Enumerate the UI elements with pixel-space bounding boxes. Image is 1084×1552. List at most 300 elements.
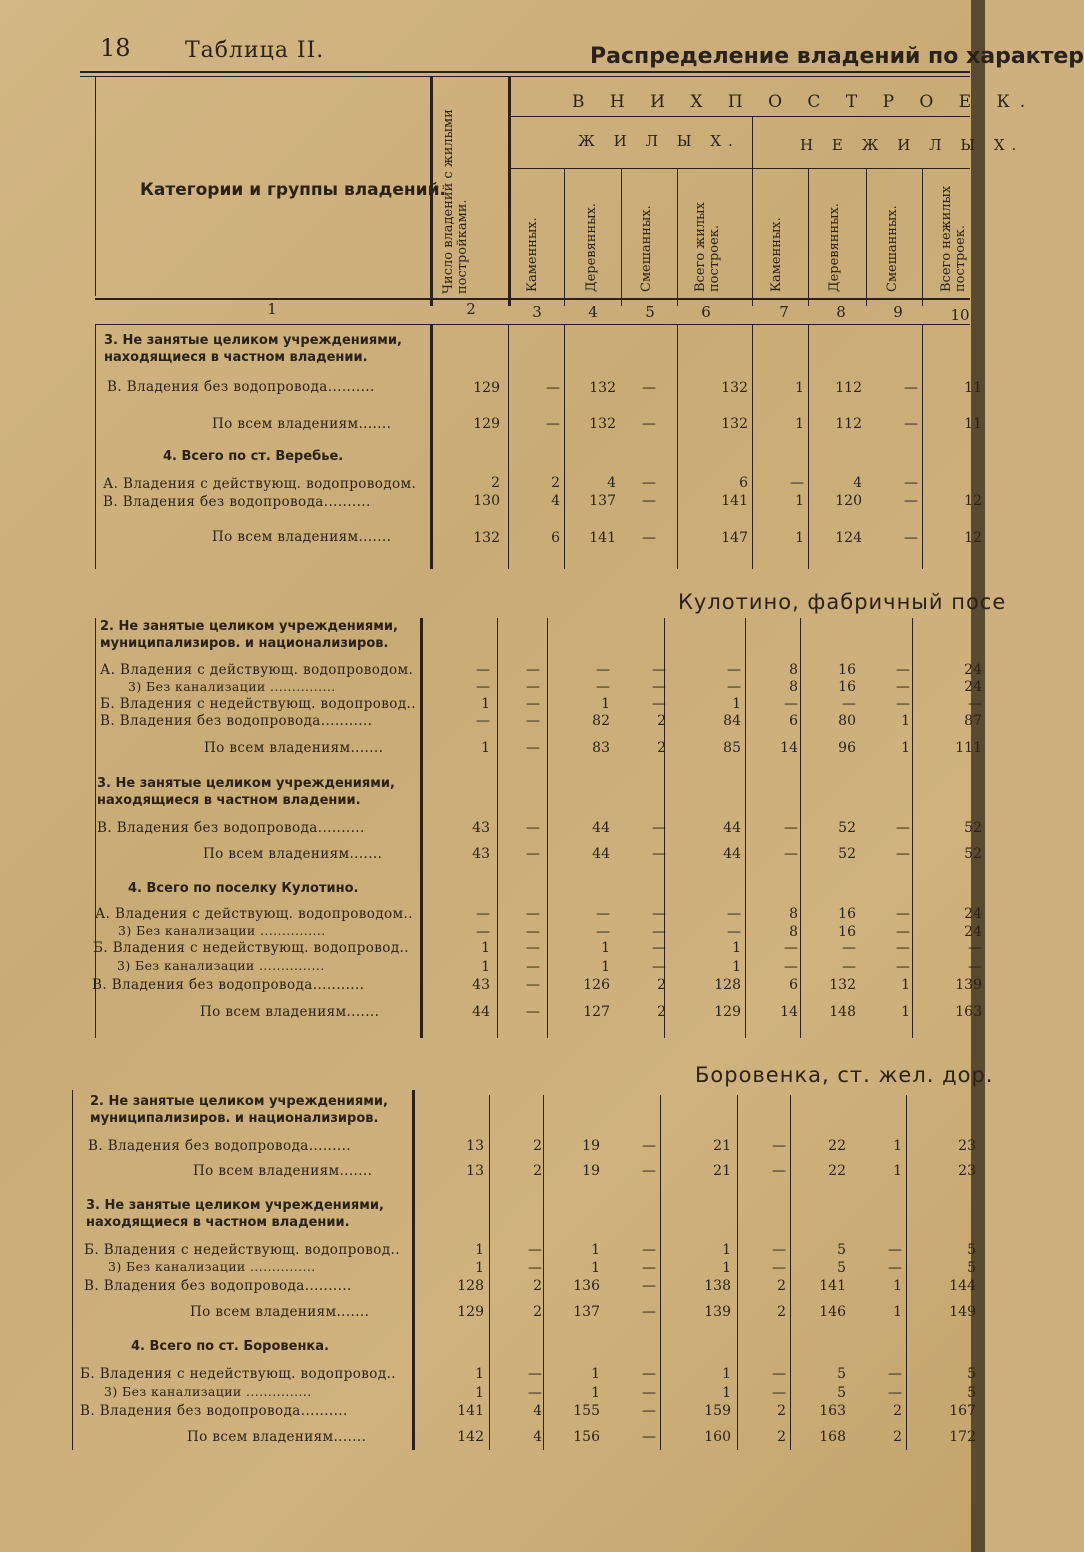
table-cell: 24 — [964, 924, 982, 940]
body-divider — [497, 618, 498, 1038]
table-cell: — — [896, 679, 910, 695]
group-heading: 3. Не занятые целиком учреждениями, находящиеся в частном владении. — [97, 776, 395, 808]
column-number: 5 — [645, 303, 655, 321]
section-title: Кулотино, фабричный посе — [678, 590, 1007, 614]
table-cell: — — [652, 820, 666, 836]
body-divider — [489, 1095, 490, 1450]
row-label: А. Владения с действующ. водопроводом. — [103, 476, 417, 492]
column-number: 6 — [701, 303, 711, 321]
table-cell: 167 — [949, 1403, 976, 1419]
table-cell: 14 — [780, 1004, 798, 1020]
body-divider — [420, 618, 423, 1038]
row-label: По всем владениям....... — [204, 740, 384, 756]
table-cell: 128 — [457, 1278, 484, 1294]
row-label: А. Владения с действующ. водопроводом.. — [95, 906, 413, 922]
table-cell: 148 — [829, 1004, 856, 1020]
table-cell: 163 — [819, 1403, 846, 1419]
row-label: 3) Без канализации ............... — [128, 679, 336, 694]
header-rule-b — [508, 168, 970, 169]
table-cell: 132 — [589, 380, 616, 396]
header-rule-a — [508, 116, 970, 117]
table-cell: — — [896, 846, 910, 862]
table-cell: 21 — [713, 1138, 731, 1154]
table-cell: — — [772, 1385, 786, 1401]
hcol-line — [621, 168, 622, 306]
table-cell: — — [596, 662, 610, 678]
body-divider — [508, 324, 509, 569]
group-heading: 3. Не занятые целиком учреждениями, находящиеся в частном владении. — [86, 1198, 384, 1230]
table-cell: 1 — [475, 1260, 484, 1276]
table-cell: 1 — [601, 959, 610, 975]
section-title: Боровенка, ст. жел. дор. — [695, 1063, 994, 1087]
table-cell: 12 — [964, 493, 982, 509]
sub-header-wood-res: Деревянных. — [584, 203, 599, 292]
table-cell: 1 — [893, 1138, 902, 1154]
table-cell: 83 — [592, 740, 610, 756]
row-label: По всем владениям....... — [203, 846, 383, 862]
table-cell: — — [642, 1163, 656, 1179]
table-cell: 1 — [722, 1366, 731, 1382]
table-cell: 8 — [789, 679, 798, 695]
page-title: Распределение владений по характер — [590, 44, 1084, 69]
table-cell: — — [772, 1366, 786, 1382]
table-cell: 128 — [714, 977, 741, 993]
table-cell: 132 — [473, 530, 500, 546]
table-cell: 1 — [795, 530, 804, 546]
top-rule — [80, 71, 970, 73]
hcol-line — [922, 168, 923, 306]
table-cell: — — [526, 1004, 540, 1020]
table-cell: — — [526, 696, 540, 712]
table-cell: 5 — [837, 1385, 846, 1401]
table-cell: — — [528, 1385, 542, 1401]
group-heading: 4. Всего по поселку Кулотино. — [128, 881, 359, 896]
table-cell: 163 — [955, 1004, 982, 1020]
nonresidential-header: Н Е Ж И Л Ы Х. — [800, 136, 1024, 154]
table-cell: — — [652, 959, 666, 975]
group-heading: 4. Всего по ст. Веребье. — [163, 449, 344, 464]
table-cell: 124 — [835, 530, 862, 546]
header-divider-2 — [508, 76, 511, 306]
row-label: По всем владениям....... — [190, 1304, 370, 1320]
column-number: 2 — [466, 300, 476, 318]
table-cell: 52 — [838, 820, 856, 836]
table-cell: — — [546, 380, 560, 396]
row-label: По всем владениям....... — [212, 529, 392, 545]
page-number: 18 — [100, 34, 131, 62]
row-label: В. Владения без водопровода.......... — [84, 1278, 352, 1294]
table-cell: 2 — [491, 475, 500, 491]
table-cell: — — [842, 696, 856, 712]
body-divider — [677, 324, 678, 569]
table-cell: 13 — [466, 1163, 484, 1179]
row-label: В. Владения без водопровода.......... — [107, 379, 375, 395]
table-cell: — — [888, 1366, 902, 1382]
table-cell: 139 — [704, 1304, 731, 1320]
table-cell: 1 — [601, 940, 610, 956]
row-label: 3) Без канализации ............... — [118, 923, 326, 938]
table-cell: 1 — [481, 959, 490, 975]
table-cell: 16 — [838, 906, 856, 922]
table-cell: — — [896, 924, 910, 940]
table-cell: 2 — [657, 977, 666, 993]
table-cell: 80 — [838, 713, 856, 729]
table-cell: 11 — [964, 380, 982, 396]
table-cell: — — [476, 906, 490, 922]
table-cell: — — [526, 977, 540, 993]
table-cell: 11 — [964, 416, 982, 432]
category-header: Категории и группы владений. — [140, 180, 446, 200]
table-cell: — — [476, 924, 490, 940]
table-cell: — — [476, 679, 490, 695]
table-cell: — — [596, 924, 610, 940]
table-cell: — — [968, 940, 982, 956]
table-cell: 129 — [473, 416, 500, 432]
table-cell: 23 — [958, 1138, 976, 1154]
table-cell: 85 — [723, 740, 741, 756]
table-cell: — — [896, 906, 910, 922]
body-divider — [547, 618, 548, 1038]
table-cell: 1 — [591, 1366, 600, 1382]
body-divider — [922, 324, 923, 569]
table-cell: 1 — [722, 1260, 731, 1276]
table-cell: — — [727, 906, 741, 922]
body-divider — [737, 1095, 738, 1450]
table-cell: — — [642, 416, 656, 432]
table-cell: — — [904, 530, 918, 546]
table-cell: — — [476, 713, 490, 729]
row-label: Б. Владения с недействующ. водопровод.. — [84, 1242, 400, 1258]
table-cell: — — [772, 1163, 786, 1179]
table-cell: 96 — [838, 740, 856, 756]
table-cell: 1 — [591, 1385, 600, 1401]
table-cell: 2 — [657, 740, 666, 756]
body-divider — [906, 1095, 907, 1450]
table-cell: 1 — [591, 1260, 600, 1276]
table-cell: 1 — [732, 696, 741, 712]
table-cell: 141 — [589, 530, 616, 546]
table-cell: 1 — [901, 740, 910, 756]
table-cell: 24 — [964, 906, 982, 922]
table-cell: 2 — [893, 1403, 902, 1419]
top-rule-2 — [80, 76, 970, 77]
table-cell: — — [652, 940, 666, 956]
table-cell: — — [642, 1366, 656, 1382]
table-cell: — — [526, 820, 540, 836]
group-heading: 2. Не занятые целиком учреждениями, муниципализиров. и национализиров. — [90, 1094, 388, 1126]
table-cell: 52 — [964, 820, 982, 836]
table-cell: 129 — [473, 380, 500, 396]
table-cell: — — [652, 662, 666, 678]
table-cell: — — [642, 1304, 656, 1320]
table-cell: — — [526, 924, 540, 940]
table-cell: 130 — [473, 493, 500, 509]
table-cell: 147 — [721, 530, 748, 546]
table-cell: — — [642, 1429, 656, 1445]
body-divider — [660, 1095, 661, 1450]
table-cell: 6 — [551, 530, 560, 546]
table-cell: 149 — [949, 1304, 976, 1320]
table-cell: 136 — [573, 1278, 600, 1294]
row-label: В. Владения без водопровода.......... — [97, 820, 365, 836]
table-cell: 23 — [958, 1163, 976, 1179]
row-label: А. Владения с действующ. водопроводом. — [100, 662, 414, 678]
table-cell: 13 — [466, 1138, 484, 1154]
in-them-header: В Н И Х П О С Т Р О Е К. — [572, 92, 1036, 112]
table-cell: 21 — [713, 1163, 731, 1179]
table-cell: 44 — [723, 820, 741, 836]
table-cell: 137 — [589, 493, 616, 509]
hcol-line — [808, 168, 809, 306]
table-cell: 1 — [893, 1278, 902, 1294]
table-cell: — — [784, 846, 798, 862]
table-cell: 43 — [472, 977, 490, 993]
row-label: Б. Владения с недействующ. водопровод.. — [100, 696, 416, 712]
table-cell: — — [642, 1138, 656, 1154]
table-cell: 1 — [601, 696, 610, 712]
table-cell: 1 — [475, 1366, 484, 1382]
table-cell: 1 — [722, 1242, 731, 1258]
table-cell: — — [642, 380, 656, 396]
table-cell: 5 — [967, 1260, 976, 1276]
table-cell: 16 — [838, 662, 856, 678]
table-cell: — — [727, 924, 741, 940]
table-cell: 5 — [837, 1260, 846, 1276]
table-cell: 12 — [964, 530, 982, 546]
column-number: 9 — [893, 303, 903, 321]
table-cell: 155 — [573, 1403, 600, 1419]
table-cell: 1 — [901, 713, 910, 729]
body-left-border — [72, 1090, 73, 1450]
table-cell: — — [526, 846, 540, 862]
table-cell: 138 — [704, 1278, 731, 1294]
table-cell: 112 — [835, 416, 862, 432]
table-cell: — — [526, 940, 540, 956]
group-heading: 4. Всего по ст. Боровенка. — [131, 1339, 329, 1354]
hcol-line — [564, 168, 565, 306]
table-cell: — — [784, 820, 798, 836]
table-cell: — — [642, 493, 656, 509]
table-cell: 132 — [829, 977, 856, 993]
sub-header-wood-nonres: Деревянных. — [827, 203, 842, 292]
table-cell: 4 — [533, 1429, 542, 1445]
table-cell: — — [896, 820, 910, 836]
table-cell: 24 — [964, 679, 982, 695]
table-cell: — — [896, 662, 910, 678]
table-cell: 2 — [657, 1004, 666, 1020]
table-cell: — — [526, 740, 540, 756]
table-cell: 4 — [533, 1403, 542, 1419]
table-cell: 44 — [472, 1004, 490, 1020]
table-cell: — — [652, 846, 666, 862]
sub-header-stone-res: Каменных. — [525, 217, 540, 292]
table-cell: 156 — [573, 1429, 600, 1445]
table-cell: 8 — [789, 906, 798, 922]
table-cell: 120 — [835, 493, 862, 509]
table-cell: 1 — [901, 977, 910, 993]
body-divider — [564, 324, 565, 569]
table-cell: — — [642, 475, 656, 491]
group-heading: 3. Не занятые целиком учреждениями, находящиеся в частном владении. — [104, 333, 402, 365]
table-cell: 8 — [789, 924, 798, 940]
table-cell: — — [526, 679, 540, 695]
table-cell: 141 — [819, 1278, 846, 1294]
table-cell: — — [546, 416, 560, 432]
count-header: Число владений с жилыми постройками. — [441, 109, 470, 294]
table-cell: 82 — [592, 713, 610, 729]
table-cell: 44 — [592, 846, 610, 862]
table-cell: 4 — [607, 475, 616, 491]
table-cell: — — [727, 679, 741, 695]
table-cell: — — [896, 696, 910, 712]
table-cell: — — [784, 959, 798, 975]
table-cell: 1 — [722, 1385, 731, 1401]
column-number: 3 — [532, 303, 542, 321]
table-cell: — — [896, 940, 910, 956]
body-divider — [745, 618, 746, 1038]
table-cell: 2 — [657, 713, 666, 729]
table-cell: 5 — [837, 1366, 846, 1382]
table-cell: 144 — [949, 1278, 976, 1294]
row-label: Б. Владения с недействующ. водопровод.. — [80, 1366, 396, 1382]
table-cell: — — [904, 475, 918, 491]
table-cell: 1 — [795, 416, 804, 432]
body-divider — [800, 618, 801, 1038]
table-cell: 2 — [533, 1304, 542, 1320]
table-cell: — — [528, 1366, 542, 1382]
table-cell: 126 — [583, 977, 610, 993]
table-cell: — — [727, 662, 741, 678]
table-cell: 44 — [723, 846, 741, 862]
table-cell: 1 — [732, 940, 741, 956]
table-cell: 6 — [789, 713, 798, 729]
table-cell: 22 — [828, 1163, 846, 1179]
table-cell: — — [904, 380, 918, 396]
table-cell: 132 — [589, 416, 616, 432]
table-cell: 2 — [551, 475, 560, 491]
body-divider — [412, 1090, 415, 1450]
row-label: В. Владения без водопровода........... — [92, 977, 365, 993]
table-cell: — — [772, 1138, 786, 1154]
table-cell: — — [528, 1242, 542, 1258]
table-cell: — — [596, 906, 610, 922]
table-cell: 5 — [967, 1385, 976, 1401]
table-cell: — — [888, 1242, 902, 1258]
sub-header-mixed-res: Смешанных. — [639, 205, 654, 292]
table-cell: — — [784, 696, 798, 712]
table-cell: 5 — [967, 1242, 976, 1258]
table-cell: — — [526, 906, 540, 922]
table-cell: 14 — [780, 740, 798, 756]
row-label: В. Владения без водопровода......... — [88, 1138, 351, 1154]
table-cell: 52 — [964, 846, 982, 862]
sub-header-total-res: Всего жилых построек. — [693, 202, 722, 292]
body-divider — [543, 1095, 544, 1450]
table-cell: — — [652, 906, 666, 922]
table-cell: — — [904, 416, 918, 432]
body-left-border — [95, 324, 96, 569]
table-cell: 132 — [721, 416, 748, 432]
table-cell: 22 — [828, 1138, 846, 1154]
table-cell: — — [642, 530, 656, 546]
table-cell: 16 — [838, 679, 856, 695]
body-divider — [790, 1095, 791, 1450]
sub-header-stone-nonres: Каменных. — [769, 217, 784, 292]
table-cell: 1 — [893, 1304, 902, 1320]
table-cell: — — [896, 959, 910, 975]
table-cell: — — [642, 1242, 656, 1258]
table-cell: 159 — [704, 1403, 731, 1419]
table-cell: — — [528, 1260, 542, 1276]
table-cell: 6 — [739, 475, 748, 491]
table-cell: 43 — [472, 846, 490, 862]
table-cell: — — [526, 713, 540, 729]
table-cell: 168 — [819, 1429, 846, 1445]
table-cell: 4 — [551, 493, 560, 509]
table-cell: — — [652, 924, 666, 940]
table-cell: 16 — [838, 924, 856, 940]
table-cell: 43 — [472, 820, 490, 836]
table-cell: — — [842, 959, 856, 975]
table-cell: 2 — [533, 1163, 542, 1179]
table-cell: 2 — [777, 1403, 786, 1419]
table-cell: 19 — [582, 1163, 600, 1179]
table-cell: 137 — [573, 1304, 600, 1320]
table-cell: — — [904, 493, 918, 509]
table-cell: — — [968, 696, 982, 712]
table-cell: — — [842, 940, 856, 956]
table-cell: 141 — [721, 493, 748, 509]
table-cell: — — [772, 1242, 786, 1258]
hcol-line — [866, 168, 867, 306]
table-cell: 5 — [967, 1366, 976, 1382]
table-cell: 1 — [475, 1385, 484, 1401]
row-label: 3) Без канализации ............... — [108, 1259, 316, 1274]
table-cell: 1 — [481, 696, 490, 712]
header-bottom-rule — [95, 298, 970, 300]
table-cell: 84 — [723, 713, 741, 729]
numbers-rule — [95, 324, 970, 325]
column-number: 10 — [950, 306, 970, 324]
table-cell: 2 — [777, 1304, 786, 1320]
table-cell: — — [968, 959, 982, 975]
table-cell: 139 — [955, 977, 982, 993]
table-cell: 146 — [819, 1304, 846, 1320]
table-cell: 111 — [955, 740, 982, 756]
table-cell: 52 — [838, 846, 856, 862]
hcol-line — [677, 168, 678, 306]
header-divider-3 — [752, 116, 753, 306]
residential-header: Ж И Л Ы Х. — [578, 132, 740, 150]
row-label: По всем владениям....... — [212, 416, 392, 432]
table-label: Таблица II. — [185, 38, 325, 63]
body-divider — [752, 324, 753, 569]
table-cell: 142 — [457, 1429, 484, 1445]
column-number: 8 — [836, 303, 846, 321]
row-label: 3) Без канализации ............... — [104, 1384, 312, 1399]
table-cell: 127 — [583, 1004, 610, 1020]
column-number: 4 — [588, 303, 598, 321]
table-cell: 1 — [795, 380, 804, 396]
table-cell: 129 — [714, 1004, 741, 1020]
table-cell: 112 — [835, 380, 862, 396]
row-label: В. Владения без водопровода........... — [100, 713, 373, 729]
table-cell: 1 — [481, 940, 490, 956]
table-cell: 1 — [901, 1004, 910, 1020]
body-divider — [912, 618, 913, 1038]
row-label: В. Владения без водопровода.......... — [80, 1403, 348, 1419]
table-cell: — — [888, 1385, 902, 1401]
